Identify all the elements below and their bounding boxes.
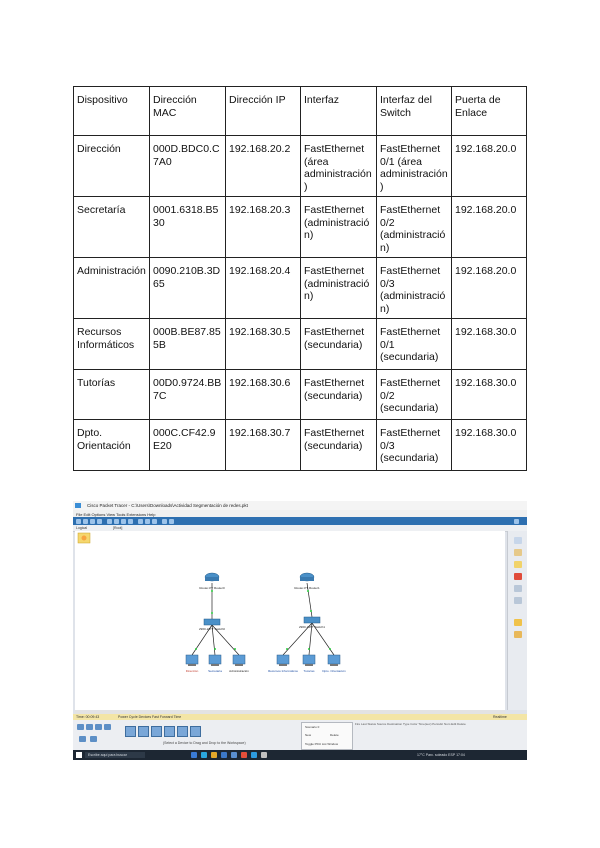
workspace-canvas[interactable] bbox=[75, 531, 505, 710]
cell-device: Recursos Informáticos bbox=[74, 319, 150, 370]
pc-administracion-icon[interactable] bbox=[233, 655, 245, 666]
pc-label: Secretaría bbox=[208, 669, 222, 673]
hubs-category-icon[interactable] bbox=[95, 724, 102, 730]
help-icon[interactable] bbox=[514, 519, 519, 524]
cluster-icon[interactable] bbox=[78, 533, 90, 543]
cell-gateway: 192.168.20.0 bbox=[452, 258, 527, 319]
switches-category-icon[interactable] bbox=[86, 724, 93, 730]
select-icon[interactable] bbox=[514, 537, 522, 544]
cell-switch-interface: FastEthernet 0/3 (administración) bbox=[377, 258, 452, 319]
router1-icon[interactable] bbox=[300, 573, 314, 581]
menu-items[interactable]: File Edit Options View Tools Extensions Help bbox=[76, 511, 156, 517]
table-row bbox=[74, 136, 527, 197]
realtime-mode[interactable]: Realtime bbox=[493, 715, 507, 719]
end-devices-icon[interactable] bbox=[79, 736, 86, 742]
zoom-in-icon[interactable] bbox=[138, 519, 143, 524]
pdu-list-header: Fire Last Status Source Destination Type Color Time(sec) Periodic Num Edit Delete bbox=[355, 722, 466, 726]
device-model-icon[interactable] bbox=[151, 726, 162, 737]
packet-tracer-screenshot bbox=[73, 501, 527, 760]
cell-ip: 192.168.20.3 bbox=[226, 197, 301, 258]
windows-taskbar bbox=[73, 750, 527, 760]
cell-device: Secretaría bbox=[74, 197, 150, 258]
mail-icon[interactable] bbox=[231, 752, 237, 758]
zoom-reset-icon[interactable] bbox=[145, 519, 150, 524]
device-model-icon[interactable] bbox=[190, 726, 201, 737]
device-panel bbox=[73, 720, 527, 750]
header-dispositivo: Dispositivo bbox=[74, 87, 150, 136]
router1-label: Router-PT Router1 bbox=[294, 586, 320, 590]
taskbar-search[interactable] bbox=[85, 752, 145, 758]
status-actions[interactable]: Power Cycle Devices Fast Forward Time bbox=[118, 715, 182, 719]
cell-gateway: 192.168.20.0 bbox=[452, 136, 527, 197]
toolbar bbox=[73, 517, 527, 525]
cell-gateway: 192.168.30.0 bbox=[452, 370, 527, 420]
paste-icon[interactable] bbox=[114, 519, 119, 524]
scenario-panel bbox=[301, 722, 353, 750]
cell-interface: FastEthernet (secundaria) bbox=[301, 319, 377, 370]
copy-icon[interactable] bbox=[107, 519, 112, 524]
cell-ip: 192.168.20.2 bbox=[226, 136, 301, 197]
note-icon[interactable] bbox=[514, 561, 522, 568]
link-status-dot bbox=[211, 590, 213, 592]
cell-mac: 000D.BDC0.C7A0 bbox=[150, 136, 226, 197]
cell-gateway: 192.168.30.0 bbox=[452, 420, 527, 471]
table-row bbox=[74, 370, 527, 420]
table-row bbox=[74, 319, 527, 370]
cell-ip: 192.168.30.7 bbox=[226, 420, 301, 471]
routers-category-icon[interactable] bbox=[77, 724, 84, 730]
pc-direccion-icon[interactable] bbox=[186, 655, 198, 666]
redo-icon[interactable] bbox=[128, 519, 133, 524]
header-puerta-enlace: Puerta de Enlace bbox=[452, 87, 527, 136]
pc-orientacion-icon[interactable] bbox=[328, 655, 340, 666]
scenario-select[interactable]: Scenario 0 bbox=[305, 725, 320, 729]
link-status-dot bbox=[195, 648, 197, 650]
palette-icon[interactable] bbox=[162, 519, 167, 524]
pc-label: Dpto. Orientación bbox=[322, 669, 346, 673]
link-status-dot bbox=[211, 612, 213, 614]
open-icon[interactable] bbox=[83, 519, 88, 524]
system-tray: 17°C Parc. soleado ESP 17:04 bbox=[417, 753, 465, 757]
link-status-dot bbox=[214, 648, 216, 650]
link-status-dot bbox=[307, 590, 309, 592]
pc-label: Dirección bbox=[185, 669, 199, 673]
save-icon[interactable] bbox=[90, 519, 95, 524]
menu-bar[interactable] bbox=[73, 510, 527, 517]
devices-table bbox=[73, 86, 527, 471]
cell-device: Dpto. Orientación bbox=[74, 420, 150, 471]
time-label: Time: 00:09:43 bbox=[76, 715, 100, 719]
router0-icon[interactable] bbox=[205, 573, 219, 581]
cell-mac: 0090.210B.3D65 bbox=[150, 258, 226, 319]
envelope-icon[interactable] bbox=[514, 619, 522, 626]
zoom-out-icon[interactable] bbox=[152, 519, 157, 524]
delete-icon[interactable] bbox=[514, 573, 522, 580]
cell-interface: FastEthernet (administración) bbox=[301, 197, 377, 258]
cell-device: Tutorías bbox=[74, 370, 150, 420]
cell-gateway: 192.168.30.0 bbox=[452, 319, 527, 370]
custom-device-icon[interactable] bbox=[169, 519, 174, 524]
pc-label: Tutorías bbox=[303, 669, 315, 673]
device-model-icon[interactable] bbox=[125, 726, 136, 737]
root-label: [Root] bbox=[113, 526, 123, 530]
pc-recursos-icon[interactable] bbox=[277, 655, 289, 666]
cell-mac: 0001.6318.B530 bbox=[150, 197, 226, 258]
cell-interface: FastEthernet (administración) bbox=[301, 258, 377, 319]
packet-tracer-taskbar-icon[interactable] bbox=[251, 752, 257, 758]
switch1-label: 2960-24TT Switch1 bbox=[299, 625, 325, 629]
bottom-hint: (Select a Device to Drag and Drop to the Workspace) bbox=[163, 741, 246, 745]
link-status-dot bbox=[286, 648, 288, 650]
pc-label: Administración bbox=[229, 669, 249, 673]
pc-label: Recursos Informáticos bbox=[268, 669, 298, 673]
link-status-dot bbox=[234, 648, 236, 650]
pc-secretaria-icon[interactable] bbox=[209, 655, 221, 666]
task-view-icon[interactable] bbox=[191, 752, 197, 758]
app-icon bbox=[75, 503, 81, 508]
cell-switch-interface: FastEthernet 0/1 (secundaria) bbox=[377, 319, 452, 370]
inspect-icon[interactable] bbox=[514, 549, 522, 556]
connections-icon[interactable] bbox=[90, 736, 97, 742]
cell-mac: 00D0.9724.BB7C bbox=[150, 370, 226, 420]
table-row bbox=[74, 258, 527, 319]
cell-interface: FastEthernet (secundaria) bbox=[301, 420, 377, 471]
device-model-icon[interactable] bbox=[164, 726, 175, 737]
device-model-icon[interactable] bbox=[177, 726, 188, 737]
cell-interface: FastEthernet (secundaria) bbox=[301, 370, 377, 420]
store-icon[interactable] bbox=[221, 752, 227, 758]
table-row bbox=[74, 197, 527, 258]
switch0-label: 2960-24TT Switch0 bbox=[199, 627, 225, 631]
header-mac: Dirección MAC bbox=[150, 87, 226, 136]
window-title: Cisco Packet Tracer - C:\Users\Downloads\Actividad Segmentación de redes.pkt bbox=[87, 503, 248, 508]
cell-switch-interface: FastEthernet 0/2 (administración) bbox=[377, 197, 452, 258]
cell-mac: 000B.BE87.855B bbox=[150, 319, 226, 370]
undo-icon[interactable] bbox=[121, 519, 126, 524]
switch0-icon[interactable] bbox=[204, 619, 220, 625]
cell-device: Dirección bbox=[74, 136, 150, 197]
header-ip: Dirección IP bbox=[226, 87, 301, 136]
complex-pdu-icon[interactable] bbox=[514, 631, 522, 638]
window-titlebar bbox=[73, 501, 527, 510]
device-model-icon[interactable] bbox=[138, 726, 149, 737]
link-status-dot bbox=[308, 648, 310, 650]
cell-ip: 192.168.20.4 bbox=[226, 258, 301, 319]
table-row bbox=[74, 420, 527, 471]
edge-icon[interactable] bbox=[201, 752, 207, 758]
delete-button[interactable]: Delete bbox=[330, 733, 339, 737]
cell-switch-interface: FastEthernet 0/2 (secundaria) bbox=[377, 370, 452, 420]
cell-gateway: 192.168.20.0 bbox=[452, 197, 527, 258]
header-interfaz-switch: Interfaz del Switch bbox=[377, 87, 452, 136]
print-icon[interactable] bbox=[97, 519, 102, 524]
add-simple-pdu-icon[interactable] bbox=[514, 597, 522, 604]
link-status-dot bbox=[329, 648, 331, 650]
header-interfaz: Interfaz bbox=[301, 87, 377, 136]
cell-device: Administración bbox=[74, 258, 150, 319]
cell-ip: 192.168.30.6 bbox=[226, 370, 301, 420]
topology-diagram bbox=[75, 531, 505, 710]
link-status-dot bbox=[310, 610, 312, 612]
app-icon[interactable] bbox=[261, 752, 267, 758]
table-header-row bbox=[74, 87, 527, 136]
chrome-icon[interactable] bbox=[241, 752, 247, 758]
new-icon[interactable] bbox=[76, 519, 81, 524]
switch1-icon[interactable] bbox=[304, 617, 320, 623]
resize-icon[interactable] bbox=[514, 585, 522, 592]
cell-mac: 000C.CF42.9E20 bbox=[150, 420, 226, 471]
windows-start-icon[interactable] bbox=[76, 752, 82, 758]
right-tool-palette bbox=[507, 531, 527, 710]
logical-tab[interactable]: Logical bbox=[76, 526, 88, 530]
toggle-pdu-button[interactable]: Toggle PDU List Window bbox=[305, 742, 339, 746]
wireless-category-icon[interactable] bbox=[104, 724, 111, 730]
pc-tutorias-icon[interactable] bbox=[303, 655, 315, 666]
search-placeholder: Escribe aquí para buscar bbox=[88, 753, 127, 757]
cell-switch-interface: FastEthernet 0/1 (área administración) bbox=[377, 136, 452, 197]
cell-switch-interface: FastEthernet 0/3 (secundaria) bbox=[377, 420, 452, 471]
new-button[interactable]: New bbox=[305, 733, 312, 737]
cell-ip: 192.168.30.5 bbox=[226, 319, 301, 370]
file-explorer-icon[interactable] bbox=[211, 752, 217, 758]
cell-interface: FastEthernet (área administración) bbox=[301, 136, 377, 197]
router0-label: Router-PT Router0 bbox=[199, 586, 225, 590]
